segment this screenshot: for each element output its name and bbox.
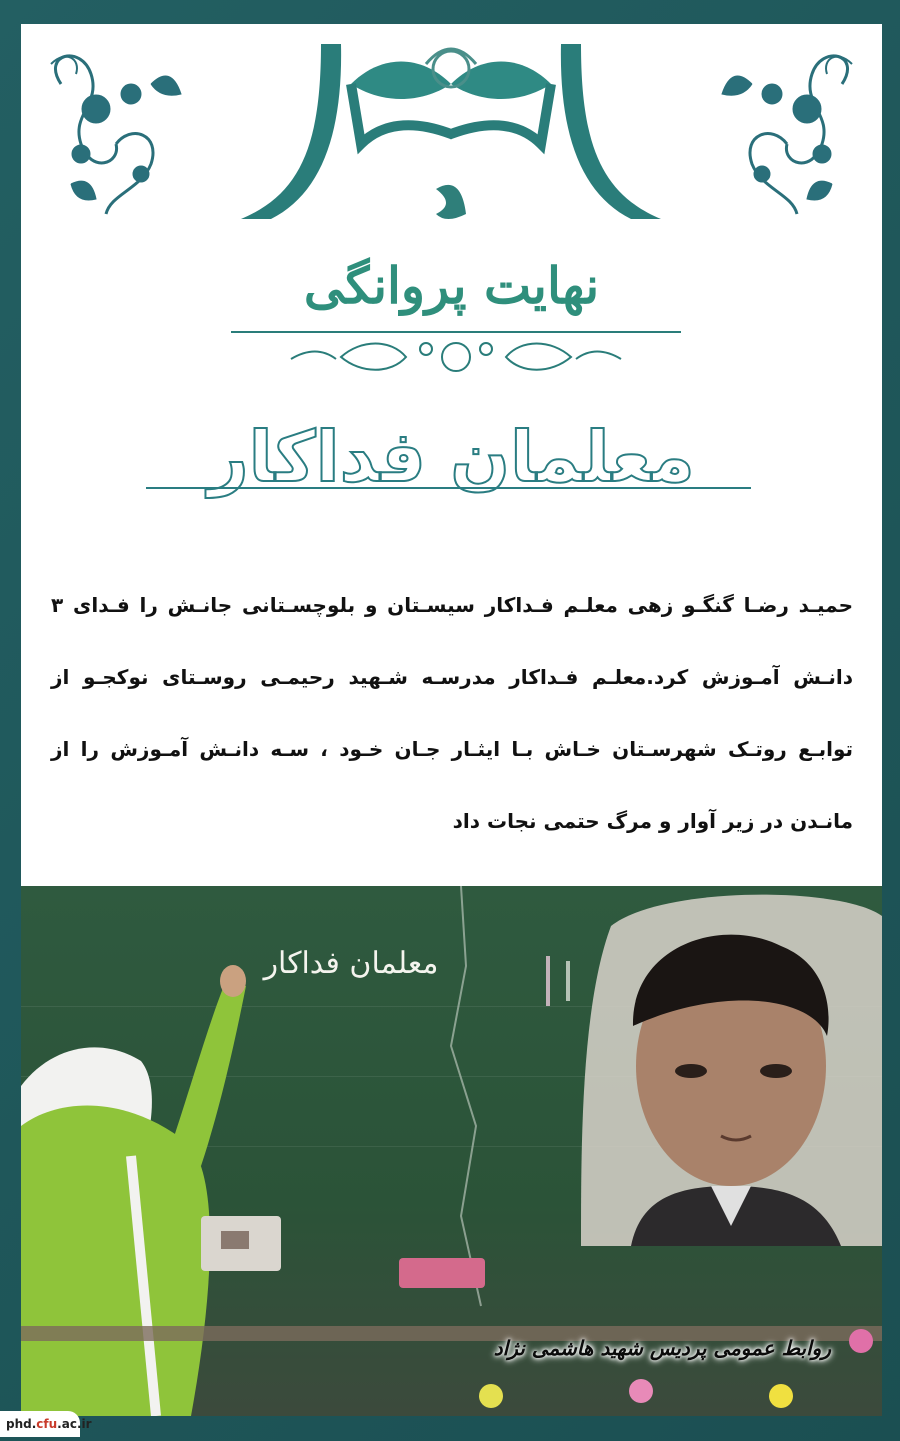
title-underline [146, 484, 751, 492]
poster-subtitle: نهایت پروانگی [303, 256, 600, 315]
content-card [21, 24, 882, 886]
watermark-suffix: .ac.ir [57, 1417, 92, 1431]
chalkboard-writing: معلمان فداکار [263, 946, 439, 981]
child-figure [21, 965, 246, 1416]
teacher-portrait [581, 895, 882, 1246]
poster-title: معلمان فداکار [208, 416, 695, 498]
watermark-accent: cfu [36, 1417, 58, 1431]
site-watermark [0, 1411, 92, 1437]
credit-text: روابط عمومی پردیس شهید هاشمی نژاد [493, 1336, 831, 1360]
top-ornament [21, 24, 882, 264]
calligraphy-emblem [241, 44, 661, 219]
left-floral-ornament [51, 56, 181, 214]
right-floral-ornament [722, 56, 852, 214]
ornamental-divider [231, 329, 681, 379]
watermark-prefix: phd. [6, 1417, 37, 1431]
classroom-photo [21, 886, 882, 1416]
story-paragraph: حمیـد رضـا گنگـو زهی معلـم فـداکار سیسـتان و بلوچسـتانی جانـش را فـدای ۳ دانـش آمـوزش کرد.معلـم فـداکار مدرسـه شـهید رحیمـی روسـتای نوکجـو از توابـع روتـک شهرسـتان خـاش بـا ایثـار جـان خـود ، سـه دانـش آمـوزش را از مانـدن در زیر آوار و مرگ حتمی نجات داد [51, 593, 853, 833]
